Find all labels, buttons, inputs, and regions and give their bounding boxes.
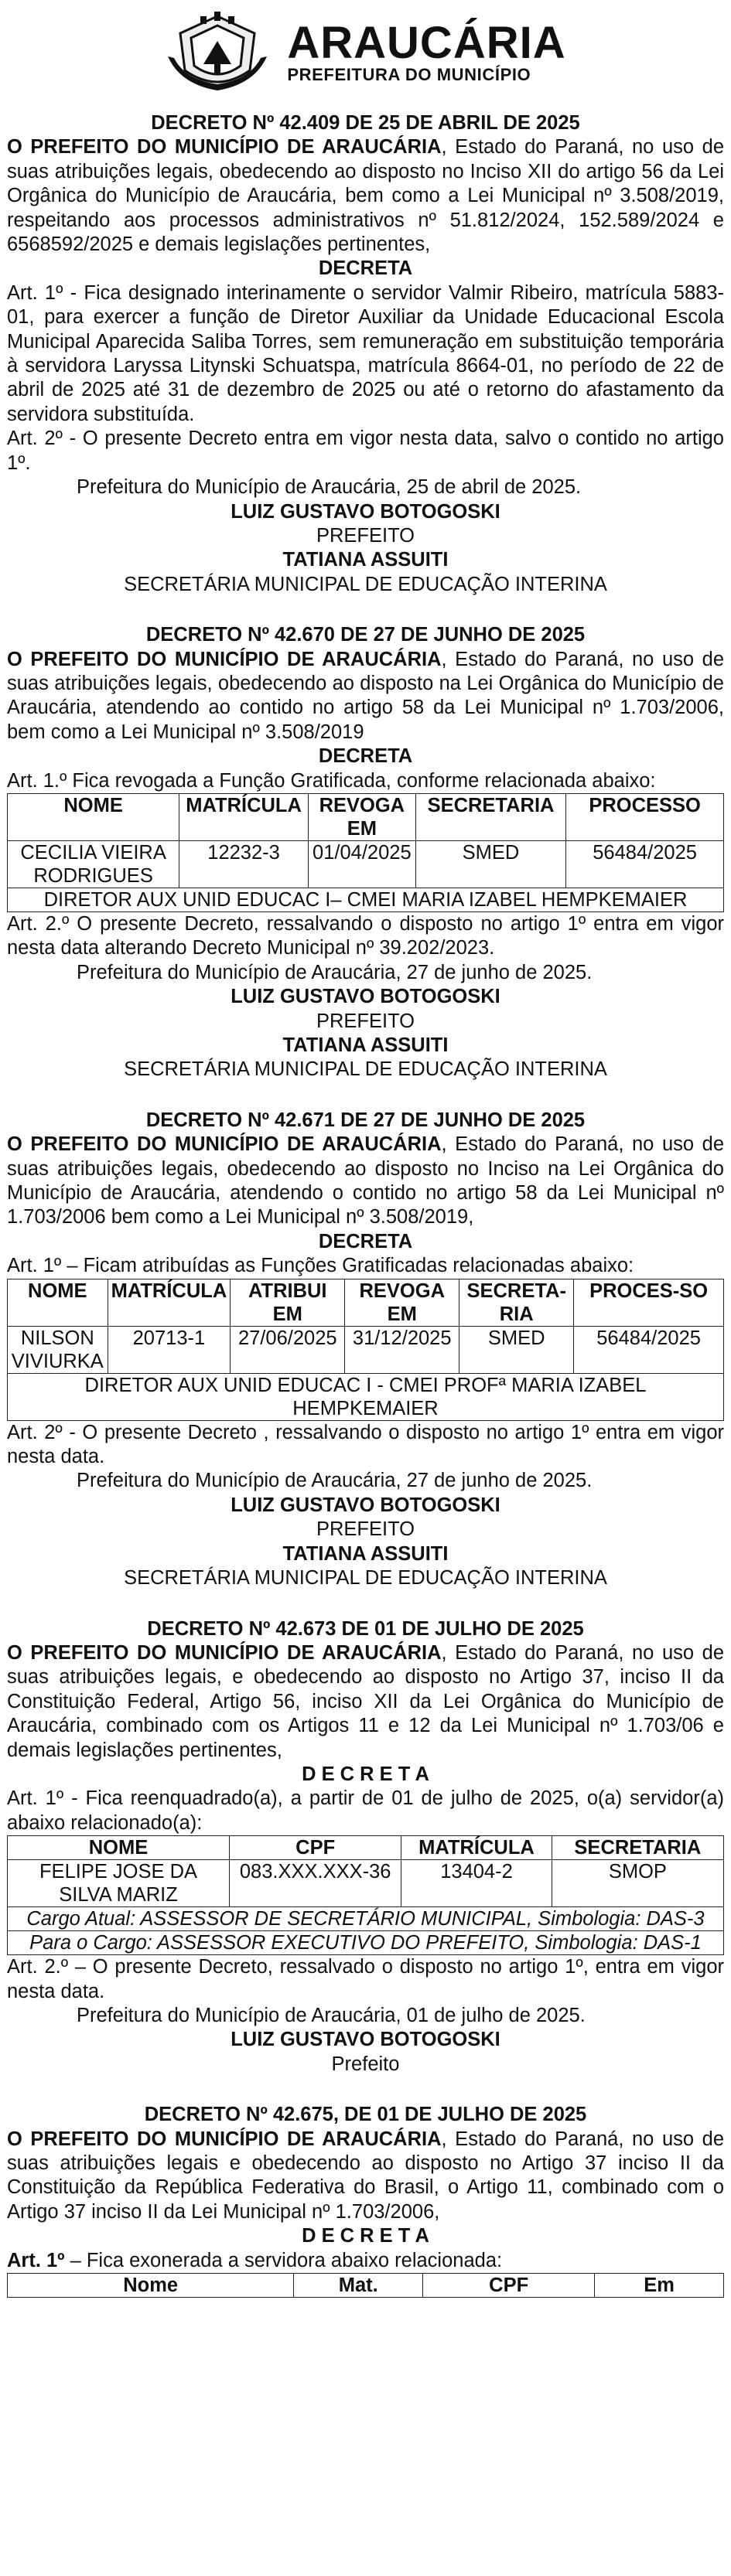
cell-new-post: Para o Cargo: ASSESSOR EXECUTIVO DO PREFEITO, Simbologia: DAS-1 [8,1931,724,1955]
col-cpf: CPF [230,1836,401,1860]
decree-intro [7,648,724,745]
article-1: Art. 1º - Fica reenquadrado(a), a partir de 01 de julho de 2025, o(a) servidor(a) abaixo relacionado(a): [7,1787,724,1834]
col-revoga-em: REVOGA EM [345,1279,459,1326]
table-row [8,1860,724,1907]
col-revoga-em: REVOGA EM [308,793,415,840]
cell-nome: NILSON VIVIURKA [8,1326,108,1373]
col-mat: Mat. [294,2274,423,2298]
cell-revoga-em: 01/04/2025 [308,840,415,888]
table-row [8,840,724,888]
decree-intro [7,1133,724,1230]
article-1-rest: – Fica exonerada a servidora abaixo relacionada: [64,2249,503,2271]
cell-nome: FELIPE JOSE DA SILVA MARIZ [8,1860,230,1907]
cell-revoga-em: 31/12/2025 [345,1326,459,1373]
table-row [8,1326,724,1373]
decree-intro [7,1641,724,1763]
city-name: ARAUCÁRIA [287,18,566,68]
masthead [7,0,724,101]
col-matricula: MATRÍCULA [108,1279,231,1326]
article-1: Art. 1º - Fica designado interinamente o servidor Valmir Ribeiro, matrícula 5883-01, para exercer a função de Diretor Auxiliar da Unidade Educacional Escola Municipal Aparecida Saliba Torres, sem remuneração em substituição temporária à servidora Laryssa Litynski Schuatspa, matrícula 8664-01, no período de 22 de abril de 2025 até 31 de dezembro de 2025 ou até o retorno do afastamento da servidora substituída. [7,281,724,425]
col-atribui-em: ATRIBUI EM [231,1279,345,1326]
col-em: Em [595,2274,724,2298]
intro-rest: , Estado do Paraná, no uso de suas atribuições legais e obedecendo ao disposto no Artigo 37 inciso II da Constituição da República Federativa do Brasil, o Artigo 11, combinado com o Artigo 37 inciso II da Lei Municipal nº 1.703/2006, [7,2128,724,2223]
cell-matricula: 20713-1 [108,1326,231,1373]
signatory-name: LUIZ GUSTAVO BOTOGOSKI [231,986,500,1008]
signatory-role: PREFEITO [316,1518,415,1541]
col-secretaria: SECRETA-RIA [459,1279,574,1326]
revoked-function-table [7,793,724,912]
reclassification-table [7,1835,724,1955]
col-secretaria: SECRETARIA [552,1836,723,1860]
table-header-row [8,1279,724,1326]
signatory-name-2: TATIANA ASSUITI [282,1542,449,1565]
cell-secretaria: SMED [415,840,565,888]
signatory-role: PREFEITO [316,1010,415,1032]
decreta-heading: D E C R E T A [302,2225,429,2247]
intro-rest: , Estado do Paraná, no uso de suas atribuições legais, obedecendo ao disposto na Lei Orgânica do Município de Araucária, atendendo ao contido no artigo 58 da Lei Municipal nº 1.703/2006, bem como a Lei Municipal nº 3.508/2019 [7,648,724,743]
intro-bold: O PREFEITO DO MUNICÍPIO DE ARAUCÁRIA [7,1133,442,1156]
article-2: Art. 2º - O presente Decreto , ressalvando o disposto no artigo 1º entra em vigor nesta data. [7,1421,724,1468]
intro-rest: , Estado do Paraná, no uso de suas atribuições legais, e obedecendo ao disposto no Artigo 37, inciso II da Constituição Federal, Artigo 56, inciso XII da Lei Orgânica do Município de Araucária, combinado com os Artigos 11 e 12 da Lei Municipal nº 1.703/06 e demais legislações pertinentes, [7,1641,724,1761]
decree-intro [7,2128,724,2225]
table-row [8,1907,724,1931]
article-2: Art. 2.º O presente Decreto, ressalvando o disposto no artigo 1º entra em vigor nesta data alterando Decreto Municipal nº 39.202/2023. [7,912,724,959]
signatory-name: LUIZ GUSTAVO BOTOGOSKI [231,2029,500,2051]
municipal-crest-icon [165,10,270,97]
article-1: Art. 1.º Fica revogada a Função Gratificada, conforme relacionada abaixo: [7,769,656,792]
article-2: Art. 2º - O presente Decreto entra em vigor nesta data, salvo o contido no artigo 1º. [7,428,724,474]
signatory-role-2: SECRETÁRIA MUNICIPAL DE EDUCAÇÃO INTERINA [124,1567,607,1590]
brand [287,18,566,85]
signatory-name: LUIZ GUSTAVO BOTOGOSKI [231,1494,500,1516]
article-2: Art. 2.º – O presente Decreto, ressalvado o disposto no artigo 1º, entra em vigor nesta data. [7,1956,724,2002]
col-nome: NOME [8,1836,230,1860]
signatory-role: Prefeito [331,2053,400,2075]
decree-title: DECRETO Nº 42.670 DE 27 DE JUNHO DE 2025 [145,624,586,646]
place-date: Prefeitura do Município de Araucária, 27 de junho de 2025. [77,961,593,983]
decreta-heading: DECRETA [318,745,413,768]
table-row [8,888,724,911]
col-secretaria: SECRETARIA [415,793,565,840]
table-row [8,1931,724,1955]
cell-nome: CECILIA VIEIRA RODRIGUES [8,840,179,888]
col-nome: NOME [8,793,179,840]
cell-cpf: 083.XXX.XXX-36 [230,1860,401,1907]
table-header-row [8,793,724,840]
decreta-heading: DECRETA [318,1230,413,1252]
signatory-name-2: TATIANA ASSUITI [282,1034,449,1056]
cell-function: DIRETOR AUX UNID EDUCAC I– CMEI MARIA IZABEL HEMPKEMAIER [8,888,724,911]
cell-secretaria: SMED [459,1326,574,1373]
signatory-role-2: SECRETÁRIA MUNICIPAL DE EDUCAÇÃO INTERINA [124,573,607,595]
decree-42671 [7,1109,724,1591]
decreta-heading: DECRETA [318,257,413,280]
signatory-name: LUIZ GUSTAVO BOTOGOSKI [231,500,500,523]
decree-intro [7,135,724,257]
col-matricula: MATRÍCULA [179,793,309,840]
decree-42409 [7,111,724,597]
decree-title: DECRETO Nº 42.673 DE 01 DE JULHO DE 2025 [147,1617,584,1640]
decree-title: DECRETO Nº 42.409 DE 25 DE ABRIL DE 2025 [151,112,580,134]
exoneration-table [7,2273,724,2298]
decreta-heading: D E C R E T A [302,1763,429,1785]
signatory-role: PREFEITO [316,524,415,547]
col-processo: PROCES-SO [574,1279,724,1326]
table-header-row [8,2274,724,2298]
cell-atribui-em: 27/06/2025 [231,1326,345,1373]
article-1: Art. 1º – Ficam atribuídas as Funções Gratificadas relacionadas abaixo: [7,1255,634,1277]
decree-title: DECRETO Nº 42.671 DE 27 DE JUNHO DE 2025 [145,1109,586,1131]
cell-current-post: Cargo Atual: ASSESSOR DE SECRETÁRIO MUNICIPAL, Simbologia: DAS-3 [8,1907,724,1931]
article-1-bold: Art. 1º [7,2249,65,2271]
table-header-row [8,1836,724,1860]
org-name: PREFEITURA DO MUNICÍPIO [287,65,531,84]
cell-matricula: 12232-3 [179,840,309,888]
cell-processo: 56484/2025 [574,1326,724,1373]
article-1 [7,2249,724,2273]
assigned-function-table [7,1279,724,1421]
place-date: Prefeitura do Município de Araucária, 25 de abril de 2025. [77,476,582,499]
place-date: Prefeitura do Município de Araucária, 27 de junho de 2025. [77,1470,593,1492]
cell-processo: 56484/2025 [566,840,724,888]
col-processo: PROCESSO [566,793,724,840]
intro-bold: O PREFEITO DO MUNICÍPIO DE ARAUCÁRIA [7,136,442,158]
intro-rest: , Estado do Paraná, no uso de suas atribuições legais, obedecendo ao disposto no Inciso na Lei Orgânica do Município de Araucária, atendendo o contido no artigo 58 da Lei Municipal nº 1.703/2006 bem como a Lei Municipal nº 3.508/2019, [7,1133,724,1228]
signatory-role-2: SECRETÁRIA MUNICIPAL DE EDUCAÇÃO INTERINA [124,1058,607,1081]
cell-secretaria: SMOP [552,1860,723,1907]
decree-42670 [7,623,724,1082]
decree-title: DECRETO Nº 42.675, DE 01 DE JULHO DE 2025 [144,2104,587,2126]
intro-rest: , Estado do Paraná, no uso de suas atribuições legais, obedecendo ao disposto no Inciso XII do artigo 56 da Lei Orgânica do Município de Araucária, bem como a Lei Municipal nº 3.508/2019, respeitando aos processos administrativos nº 51.812/2024, 152.589/2024 e 6568592/2025 e demais legislações pertinentes, [7,136,724,256]
intro-bold: O PREFEITO DO MUNICÍPIO DE ARAUCÁRIA [7,2128,442,2150]
intro-bold: O PREFEITO DO MUNICÍPIO DE ARAUCÁRIA [7,1641,442,1664]
signatory-name-2: TATIANA ASSUITI [282,549,449,571]
table-row [8,1373,724,1420]
col-nome: NOME [8,1279,108,1326]
decree-42675 [7,2103,724,2298]
col-nome: Nome [8,2274,294,2298]
cell-function: DIRETOR AUX UNID EDUCAC I - CMEI PROFª MARIA IZABEL HEMPKEMAIER [8,1373,724,1420]
decree-42673 [7,1617,724,2077]
cell-matricula: 13404-2 [401,1860,552,1907]
col-matricula: MATRÍCULA [401,1836,552,1860]
place-date: Prefeitura do Município de Araucária, 01 de julho de 2025. [77,2004,586,2026]
intro-bold: O PREFEITO DO MUNICÍPIO DE ARAUCÁRIA [7,648,442,670]
col-cpf: CPF [423,2274,595,2298]
